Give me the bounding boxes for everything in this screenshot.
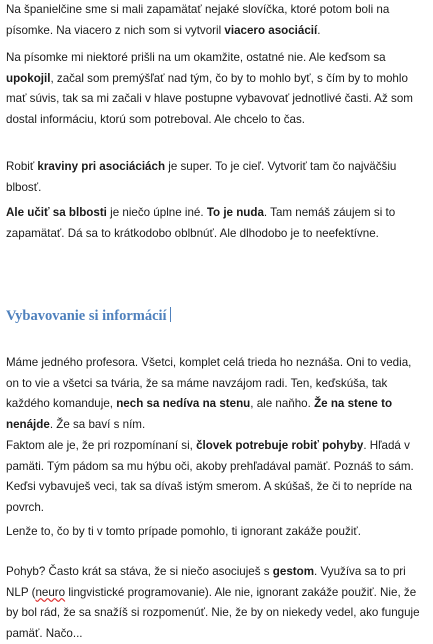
paragraph-crazy-associations [6, 157, 426, 198]
bold-phrase: človek potrebuje robiť pohyby [196, 439, 364, 452]
text-run: . Že sa baví s ním. [49, 417, 146, 431]
text-run: . Tam nemáš záujem si to zapamätať. Dá sa to krátkodobo oblbnúť. Ale dlhodobo je to neefektívne. [6, 206, 396, 240]
bold-phrase: To je nuda [206, 206, 264, 219]
paragraph-movement [6, 436, 426, 518]
text-run: je niečo úplne iné. [106, 206, 207, 219]
bold-phrase: nech sa nedíva na stenu [116, 397, 251, 410]
paragraph-professor [6, 353, 426, 435]
bold-phrase: viacero asociácií [224, 23, 318, 37]
paragraph-ignorant [6, 522, 426, 543]
text-run: Pohyb? Často krát sa stáva, že si niečo asociuješ s [6, 565, 273, 578]
paragraph-test-moment [6, 48, 426, 130]
paragraph-learning-nonsense [6, 203, 426, 244]
bold-phrase: Ale učiť sa blbosti [6, 206, 107, 219]
text-run: neuro [35, 585, 66, 599]
section-heading: Vybavovanie si informácií [6, 306, 426, 327]
text-run: , začal som premýšľať nad tým, čo by to mohlo byť, s čím by to mohlo mať súvis, tak sa mi začali v hlave postupne vybavovať jednotlivé časti. Až som dostal informáciu, ktorú som potreboval. Ale chcelo to čas. [6, 71, 413, 126]
bold-phrase: Že na stene to nenájde [6, 397, 393, 431]
text-run: . [317, 23, 321, 37]
text-run: Máme jedného profesora. Všetci, komplet celá trieda ho neznáša. Oni to vedia, on to vie a všetci sa tvária, že sa máme navzájom radi. Ten, keďskúša, tak každého komanduje, [6, 356, 412, 410]
text-run: Faktom ale je, že pri rozpomínaní si, [6, 439, 197, 452]
text-run: . Hľadá v pamäti. Tým pádom sa mu hýbu oči, akoby prehľadával pamäť. Poznáš to sám. Keďsi vybavuješ veci, tak sa dívaš istým smerom. A skúšaš, že či to nepríde na povrch. [6, 439, 414, 514]
paragraph-spanish-words [6, 0, 426, 41]
text-run: , ale naňho. [250, 397, 315, 410]
text-run: . Využíva sa to pri NLP ( [6, 565, 406, 599]
bold-phrase: gestom [272, 565, 315, 578]
text-run: Na španielčine sme si mali zapamätať nejaké slovíčka, ktoré potom boli na písomke. Na viacero z nich som si vytvoril [6, 3, 390, 37]
paragraph-gesture [6, 562, 426, 644]
text-run: je super. To je cieľ. Vytvoriť tam čo najväčšiu blbosť. [6, 160, 397, 194]
bold-phrase: kraviny pri asociáciách [37, 160, 166, 173]
text-run: Robiť [6, 160, 38, 173]
text-run: Lenže to, čo by ti v tomto prípade pomohlo, ti ignorant zakáže použiť. [6, 525, 361, 538]
text-run: Na písomke mi niektoré prišli na um okamžite, ostatné nie. Ale keďsom sa [6, 51, 386, 64]
bold-phrase: upokojil [6, 71, 51, 85]
text-run: lingvistické programovanie). Ale nie, ignorant zakáže použiť. Nie, že by bol rád, že sa snažíš si rozpomenúť. Nie, že by on niekedy vedel, ako funguje pamäť. Načo... [6, 585, 420, 640]
